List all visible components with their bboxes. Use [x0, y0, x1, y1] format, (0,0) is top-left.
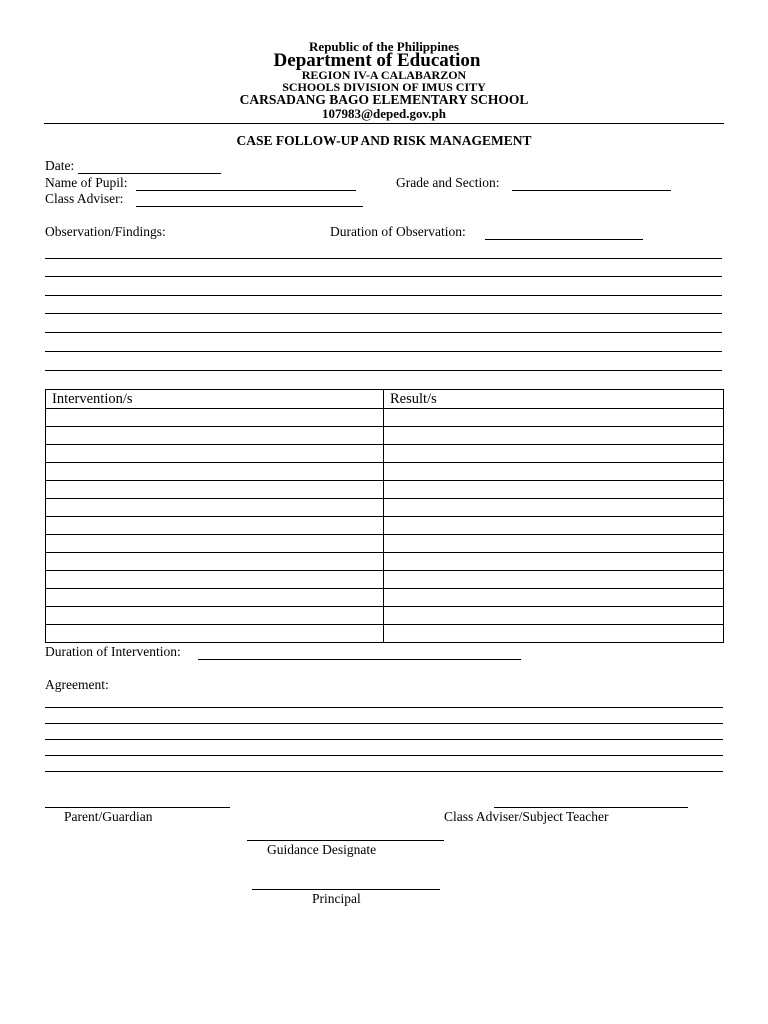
table-row — [46, 481, 724, 499]
obs-duration-field[interactable] — [485, 239, 643, 240]
pupil-field[interactable] — [136, 190, 356, 191]
intervention-table — [45, 389, 724, 643]
intervention-cell[interactable] — [46, 553, 384, 571]
intervention-cell[interactable] — [46, 625, 384, 643]
agreement-line[interactable] — [45, 739, 723, 740]
table-row — [46, 445, 724, 463]
result-cell[interactable] — [384, 445, 724, 463]
observation-label: Observation/Findings: — [45, 224, 166, 239]
result-cell[interactable] — [384, 499, 724, 517]
observation-line[interactable] — [45, 276, 722, 277]
date-label: Date: — [45, 158, 75, 173]
adviser-label: Class Adviser: — [45, 191, 124, 206]
agreement-line[interactable] — [45, 707, 723, 708]
principal-signature-line[interactable] — [252, 889, 440, 890]
table-row — [46, 535, 724, 553]
adviser-field[interactable] — [136, 206, 363, 207]
table-row — [46, 553, 724, 571]
result-cell[interactable] — [384, 535, 724, 553]
table-row — [46, 625, 724, 643]
agreement-line[interactable] — [45, 771, 723, 772]
date-field[interactable] — [78, 173, 221, 174]
intervention-cell[interactable] — [46, 409, 384, 427]
table-row — [46, 499, 724, 517]
intervention-cell[interactable] — [46, 499, 384, 517]
result-cell[interactable] — [384, 589, 724, 607]
intervention-cell[interactable] — [46, 427, 384, 445]
header-region: REGION IV-A CALABARZON — [301, 68, 467, 82]
header-republic: Republic of the Philippines — [309, 39, 459, 54]
observation-line[interactable] — [45, 295, 722, 296]
result-cell[interactable] — [384, 517, 724, 535]
intervention-cell[interactable] — [46, 517, 384, 535]
form-title: CASE FOLLOW-UP AND RISK MANAGEMENT — [236, 133, 532, 148]
intervention-cell[interactable] — [46, 607, 384, 625]
header-email[interactable]: 107983@deped.gov.ph — [321, 106, 447, 121]
result-cell[interactable] — [384, 427, 724, 445]
observation-line[interactable] — [45, 313, 722, 314]
table-row — [46, 571, 724, 589]
header-school: CARSADANG BAGO ELEMENTARY SCHOOL — [239, 92, 529, 107]
observation-line[interactable] — [45, 332, 722, 333]
observation-line[interactable] — [45, 258, 722, 259]
header-division: SCHOOLS DIVISION OF IMUS CITY — [282, 80, 486, 94]
intervention-cell[interactable] — [46, 463, 384, 481]
table-row — [46, 463, 724, 481]
principal-label: Principal — [312, 891, 361, 906]
agreement-label: Agreement: — [45, 677, 109, 692]
intervention-cell[interactable] — [46, 445, 384, 463]
grade-label: Grade and Section: — [396, 175, 500, 190]
table-row — [46, 589, 724, 607]
obs-duration-label: Duration of Observation: — [330, 224, 466, 239]
teacher-signature-line[interactable] — [494, 807, 688, 808]
agreement-line[interactable] — [45, 755, 723, 756]
table-row — [46, 607, 724, 625]
grade-field[interactable] — [512, 190, 671, 191]
int-duration-label: Duration of Intervention: — [45, 644, 181, 659]
intervention-header: Intervention/s — [46, 390, 384, 409]
result-header: Result/s — [384, 390, 724, 409]
header-divider — [44, 123, 724, 124]
table-row — [46, 427, 724, 445]
observation-line[interactable] — [45, 351, 722, 352]
table-row — [46, 409, 724, 427]
intervention-cell[interactable] — [46, 571, 384, 589]
header-department: Department of Education — [273, 50, 481, 71]
parent-signature-line[interactable] — [45, 807, 230, 808]
guidance-label: Guidance Designate — [267, 842, 377, 857]
result-cell[interactable] — [384, 463, 724, 481]
intervention-cell[interactable] — [46, 535, 384, 553]
agreement-line[interactable] — [45, 723, 723, 724]
pupil-label: Name of Pupil: — [45, 175, 128, 190]
result-cell[interactable] — [384, 481, 724, 499]
result-cell[interactable] — [384, 571, 724, 589]
result-cell[interactable] — [384, 409, 724, 427]
intervention-cell[interactable] — [46, 589, 384, 607]
parent-label: Parent/Guardian — [64, 809, 153, 824]
result-cell[interactable] — [384, 625, 724, 643]
guidance-signature-line[interactable] — [247, 840, 444, 841]
int-duration-field[interactable] — [198, 659, 521, 660]
table-row — [46, 517, 724, 535]
intervention-cell[interactable] — [46, 481, 384, 499]
result-cell[interactable] — [384, 553, 724, 571]
teacher-label: Class Adviser/Subject Teacher — [444, 809, 609, 824]
result-cell[interactable] — [384, 607, 724, 625]
observation-line[interactable] — [45, 370, 722, 371]
